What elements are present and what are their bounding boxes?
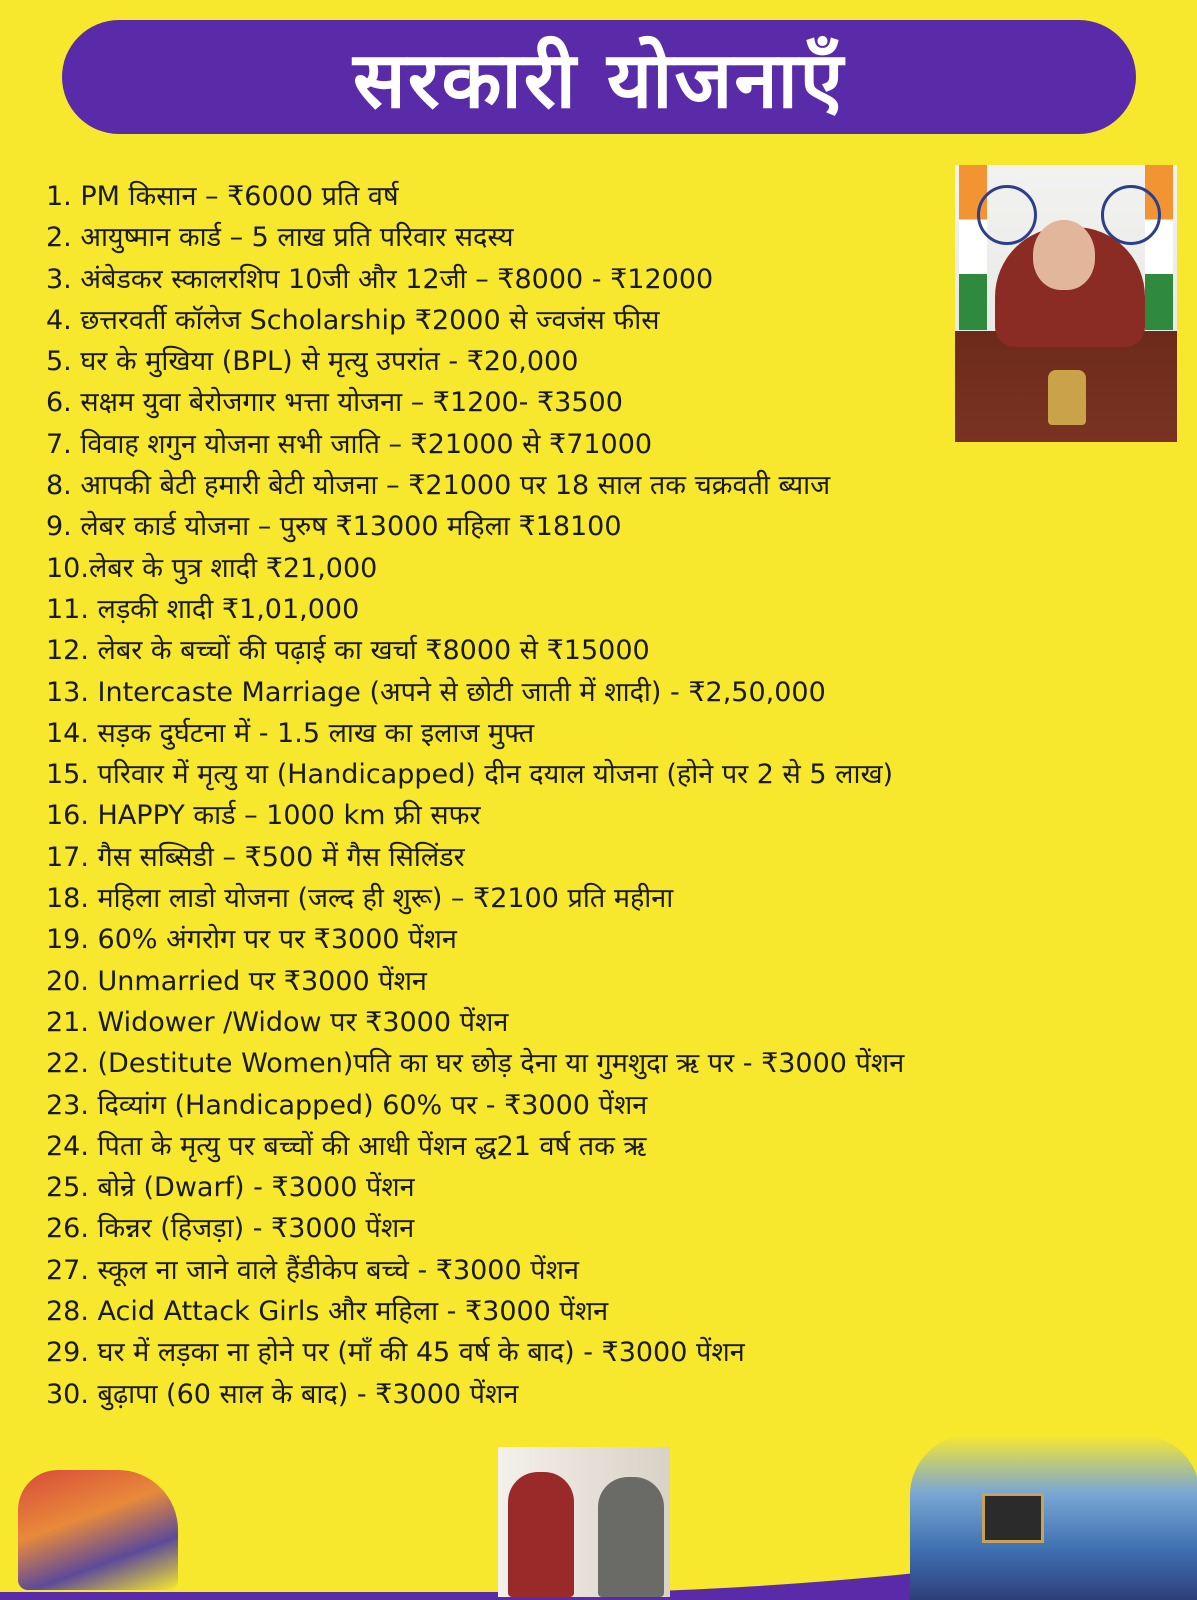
list-item: 14. सड़क दुर्घटना में - 1.5 लाख का इलाज मुफ्त	[46, 717, 535, 749]
list-item: 5. घर के मुखिया (BPL) से मृत्यु उपरांत - ₹20,000	[46, 346, 579, 378]
list-item: 7. विवाह शगुन योजना सभी जाति – ₹21000 से ₹71000	[46, 428, 653, 460]
person-silhouette	[508, 1472, 574, 1597]
list-item: 1. PM किसान – ₹6000 प्रति वर्ष	[46, 181, 399, 212]
list-item: 17. गैस सब्सिडी – ₹500 में गैस सिलिंडर	[46, 841, 465, 873]
scheme-list	[46, 176, 1186, 1415]
list-item: 19. 60% अंगरोग पर पर ₹3000 पेंशन	[46, 924, 457, 956]
family-photo	[18, 1470, 178, 1590]
list-item: 10.लेबर के पुत्र शादी ₹21,000	[46, 552, 378, 584]
list-item: 25. बोन्रे (Dwarf) - ₹3000 पेंशन	[46, 1172, 415, 1204]
list-item: 8. आपकी बेटी हमारी बेटी योजना – ₹21000 पर 18 साल तक चक्रवती ब्याज	[46, 470, 831, 502]
list-item: 15. परिवार में मृत्यु या (Handicapped) दीन दयाल योजना (होने पर 2 से 5 लाख)	[46, 759, 894, 791]
list-item: 3. अंबेडकर स्कालरशिप 10जी और 12जी – ₹8000 - ₹12000	[46, 263, 714, 295]
list-item: 26. किन्नर (हिजड़ा) - ₹3000 पेंशन	[46, 1213, 415, 1245]
list-item: 23. दिव्यांग (Handicapped) 60% पर - ₹3000 पेंशन	[46, 1089, 648, 1121]
students-photo	[910, 1435, 1197, 1600]
list-item: 4. छत्तरवर्ती कॉलेज Scholarship ₹2000 से ज्वजंस फीस	[46, 304, 660, 336]
list-item: 9. लेबर कार्ड योजना – पुरुष ₹13000 महिला ₹18100	[46, 511, 622, 543]
list-item: 2. आयुष्मान कार्ड – 5 लाख प्रति परिवार सदस्य	[46, 222, 514, 254]
list-item: 6. सक्षम युवा बेरोजगार भत्ता योजना – ₹1200- ₹3500	[46, 387, 623, 419]
meeting-photo	[498, 1447, 670, 1597]
list-item: 11. लड़की शादी ₹1,01,000	[46, 593, 360, 625]
list-item: 28. Acid Attack Girls और महिला - ₹3000 पेंशन	[46, 1296, 609, 1328]
list-item: 16. HAPPY कार्ड – 1000 km फ्री सफर	[46, 800, 481, 832]
list-item: 18. महिला लाडो योजना (जल्द ही शुरू) – ₹2100 प्रति महीना	[46, 883, 674, 915]
list-item: 30. बुढ़ापा (60 साल के बाद) - ₹3000 पेंशन	[46, 1378, 519, 1410]
list-item: 27. स्कूल ना जाने वाले हैंडीकेप बच्चे - ₹3000 पेंशन	[46, 1254, 579, 1286]
list-item: 12. लेबर के बच्चों की पढ़ाई का खर्चा ₹8000 से ₹15000	[46, 635, 650, 667]
list-item: 24. पिता के मृत्यु पर बच्चों की आधी पेंशन द्ध21 वर्ष तक ऋ	[46, 1130, 647, 1162]
list-item: 21. Widower /Widow पर ₹3000 पेंशन	[46, 1006, 509, 1038]
person-silhouette	[598, 1477, 664, 1597]
title-banner	[62, 20, 1136, 134]
page-title: सरकारी योजनाएँ	[353, 36, 845, 126]
slate-graphic	[982, 1493, 1044, 1543]
list-item: 22. (Destitute Women)पति का घर छोड़ देना या गुमशुदा ऋ पर - ₹3000 पेंशन	[46, 1048, 905, 1080]
list-item: 20. Unmarried पर ₹3000 पेंशन	[46, 965, 427, 997]
list-item: 13. Intercaste Marriage (अपने से छोटी जाती में शादी) - ₹2,50,000	[46, 676, 826, 708]
list-item: 29. घर में लड़का ना होने पर (माँ की 45 वर्ष के बाद) - ₹3000 पेंशन	[46, 1337, 745, 1369]
